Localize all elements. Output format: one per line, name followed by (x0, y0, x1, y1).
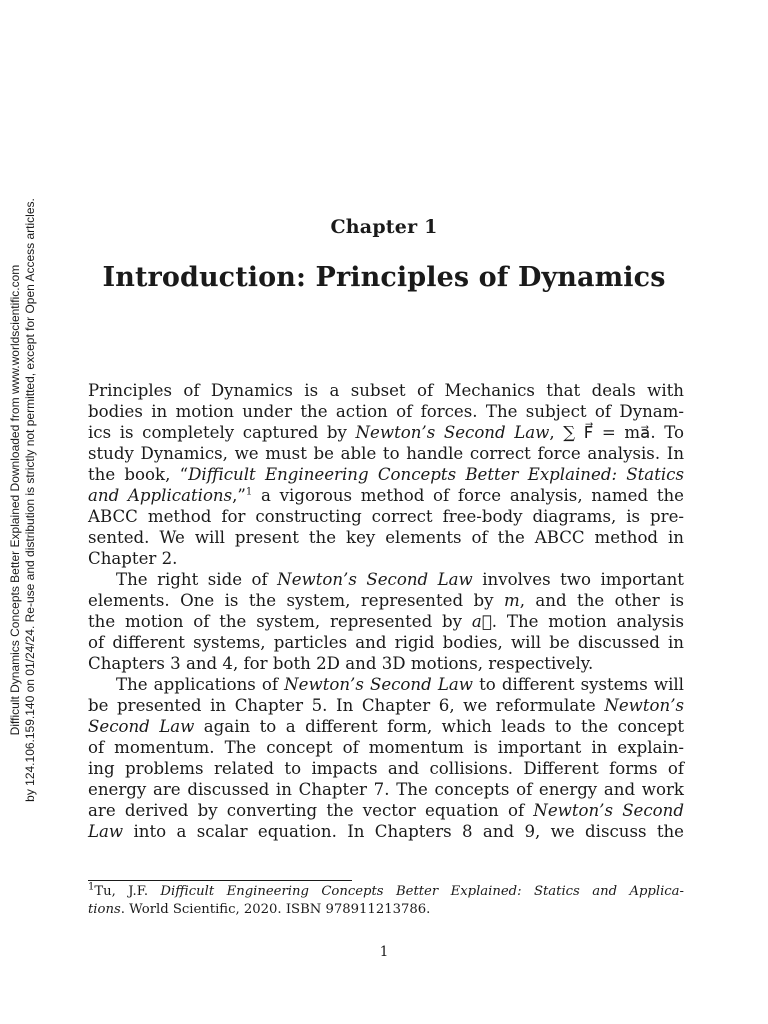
text-line (88, 695, 684, 716)
book-title-italic: and Applications (88, 486, 233, 505)
text-run: involves two important (472, 570, 684, 589)
footnote (88, 883, 684, 919)
download-notice-sidebar (0, 0, 46, 1024)
text-line: of different systems, particles and rigid bodies, will be discussed in (88, 633, 684, 652)
paragraph-1 (88, 380, 684, 569)
mass-symbol: m (503, 591, 520, 610)
chapter-title: Introduction: Principles of Dynamics (102, 262, 666, 293)
paragraph-2 (88, 569, 684, 674)
newtons-second-law-italic: Newton’s (604, 696, 684, 715)
text-run: ,” (232, 486, 246, 505)
text-run: a vigorous method of force analysis, named the (252, 486, 684, 505)
acceleration-symbol: a⃗ (471, 612, 492, 631)
newtons-second-law-italic: Newton’s Second (533, 801, 684, 820)
text-line: Principles of Dynamics is a subset of Mechanics that deals with (88, 381, 684, 400)
text-run: ics is completely captured by (88, 423, 356, 442)
download-notice-line-2: by 124.106.159.140 on 01/24/24. Re-use and distribution is strictly not permitted, except for Open Access articles. (23, 198, 37, 802)
text-run: The applications of (116, 675, 285, 694)
text-line: study Dynamics, we must be able to handle correct force analysis. In (88, 444, 684, 463)
text-line: Chapters 3 and 4, for both 2D and 3D motions, respectively. (88, 654, 594, 673)
text-run: , and the other is (519, 591, 684, 610)
text-line: ABCC method for constructing correct free-body diagrams, is pre- (88, 507, 684, 526)
newton-equation: , ∑ F⃗ = ma⃗. To (549, 423, 684, 442)
text-run: be presented in Chapter 5. In Chapter 6, we reformulate (88, 696, 605, 715)
text-run: again to a different form, which leads to the concept (194, 717, 685, 736)
text-line: bodies in motion under the action of forces. The subject of Dynam- (88, 402, 684, 421)
body-text (88, 380, 684, 842)
text-run: The right side of (116, 570, 278, 589)
text-line (88, 800, 684, 821)
text-line: ing problems related to impacts and collisions. Different forms of (88, 759, 684, 778)
text-line (88, 464, 684, 485)
page-number: 1 (379, 944, 389, 960)
text-line: of momentum. The concept of momentum is important in explain- (88, 738, 684, 757)
text-line (88, 569, 684, 590)
text-run: Tu, J.F. (94, 884, 161, 899)
newtons-second-law-italic: Second Law (88, 717, 195, 736)
book-title-italic: Difficult Engineering Concepts Better Explained: Statics (188, 465, 684, 484)
text-run: . World Scientific, 2020. ISBN 978911213786. (120, 902, 431, 917)
text-line: sented. We will present the key elements of the ABCC method in (88, 528, 684, 547)
newtons-second-law-italic: Newton’s Second Law (355, 423, 550, 442)
footnote-divider (88, 880, 352, 881)
text-run: . The motion analysis (491, 612, 685, 631)
text-run: the book, “ (88, 465, 189, 484)
text-line (88, 422, 684, 443)
text-run: are derived by converting the vector equation of (88, 801, 534, 820)
footnote-line (88, 883, 684, 901)
text-line (88, 674, 684, 695)
text-line (88, 821, 684, 842)
text-line: Chapter 2. (88, 549, 178, 568)
newtons-second-law-italic: Law (88, 822, 124, 841)
footnote-book-title: tions (88, 902, 121, 917)
chapter-label: Chapter 1 (330, 216, 438, 238)
newtons-second-law-italic: Newton’s Second Law (277, 570, 473, 589)
newtons-second-law-italic: Newton’s Second Law (284, 675, 473, 694)
text-run: elements. One is the system, represented by (88, 591, 504, 610)
text-run: to different systems will (472, 675, 684, 694)
text-run: into a scalar equation. In Chapters 8 and 9, we discuss the (123, 822, 684, 841)
footnote-line (88, 901, 684, 919)
download-notice-line-1: Difficult Dynamics Concepts Better Explained Downloaded from www.worldscientific.com (8, 264, 22, 736)
text-run: the motion of the system, represented by (88, 612, 472, 631)
footnote-mark: 1 (88, 881, 95, 893)
footnote-reference[interactable]: 1 (245, 486, 253, 498)
text-line (88, 716, 684, 737)
text-line (88, 590, 684, 611)
text-line: energy are discussed in Chapter 7. The concepts of energy and work (88, 780, 684, 799)
footnote-book-title: Difficult Engineering Concepts Better Explained: Statics and Applica- (160, 884, 684, 899)
text-line (88, 611, 684, 632)
paragraph-3 (88, 674, 684, 842)
text-line (88, 485, 684, 506)
